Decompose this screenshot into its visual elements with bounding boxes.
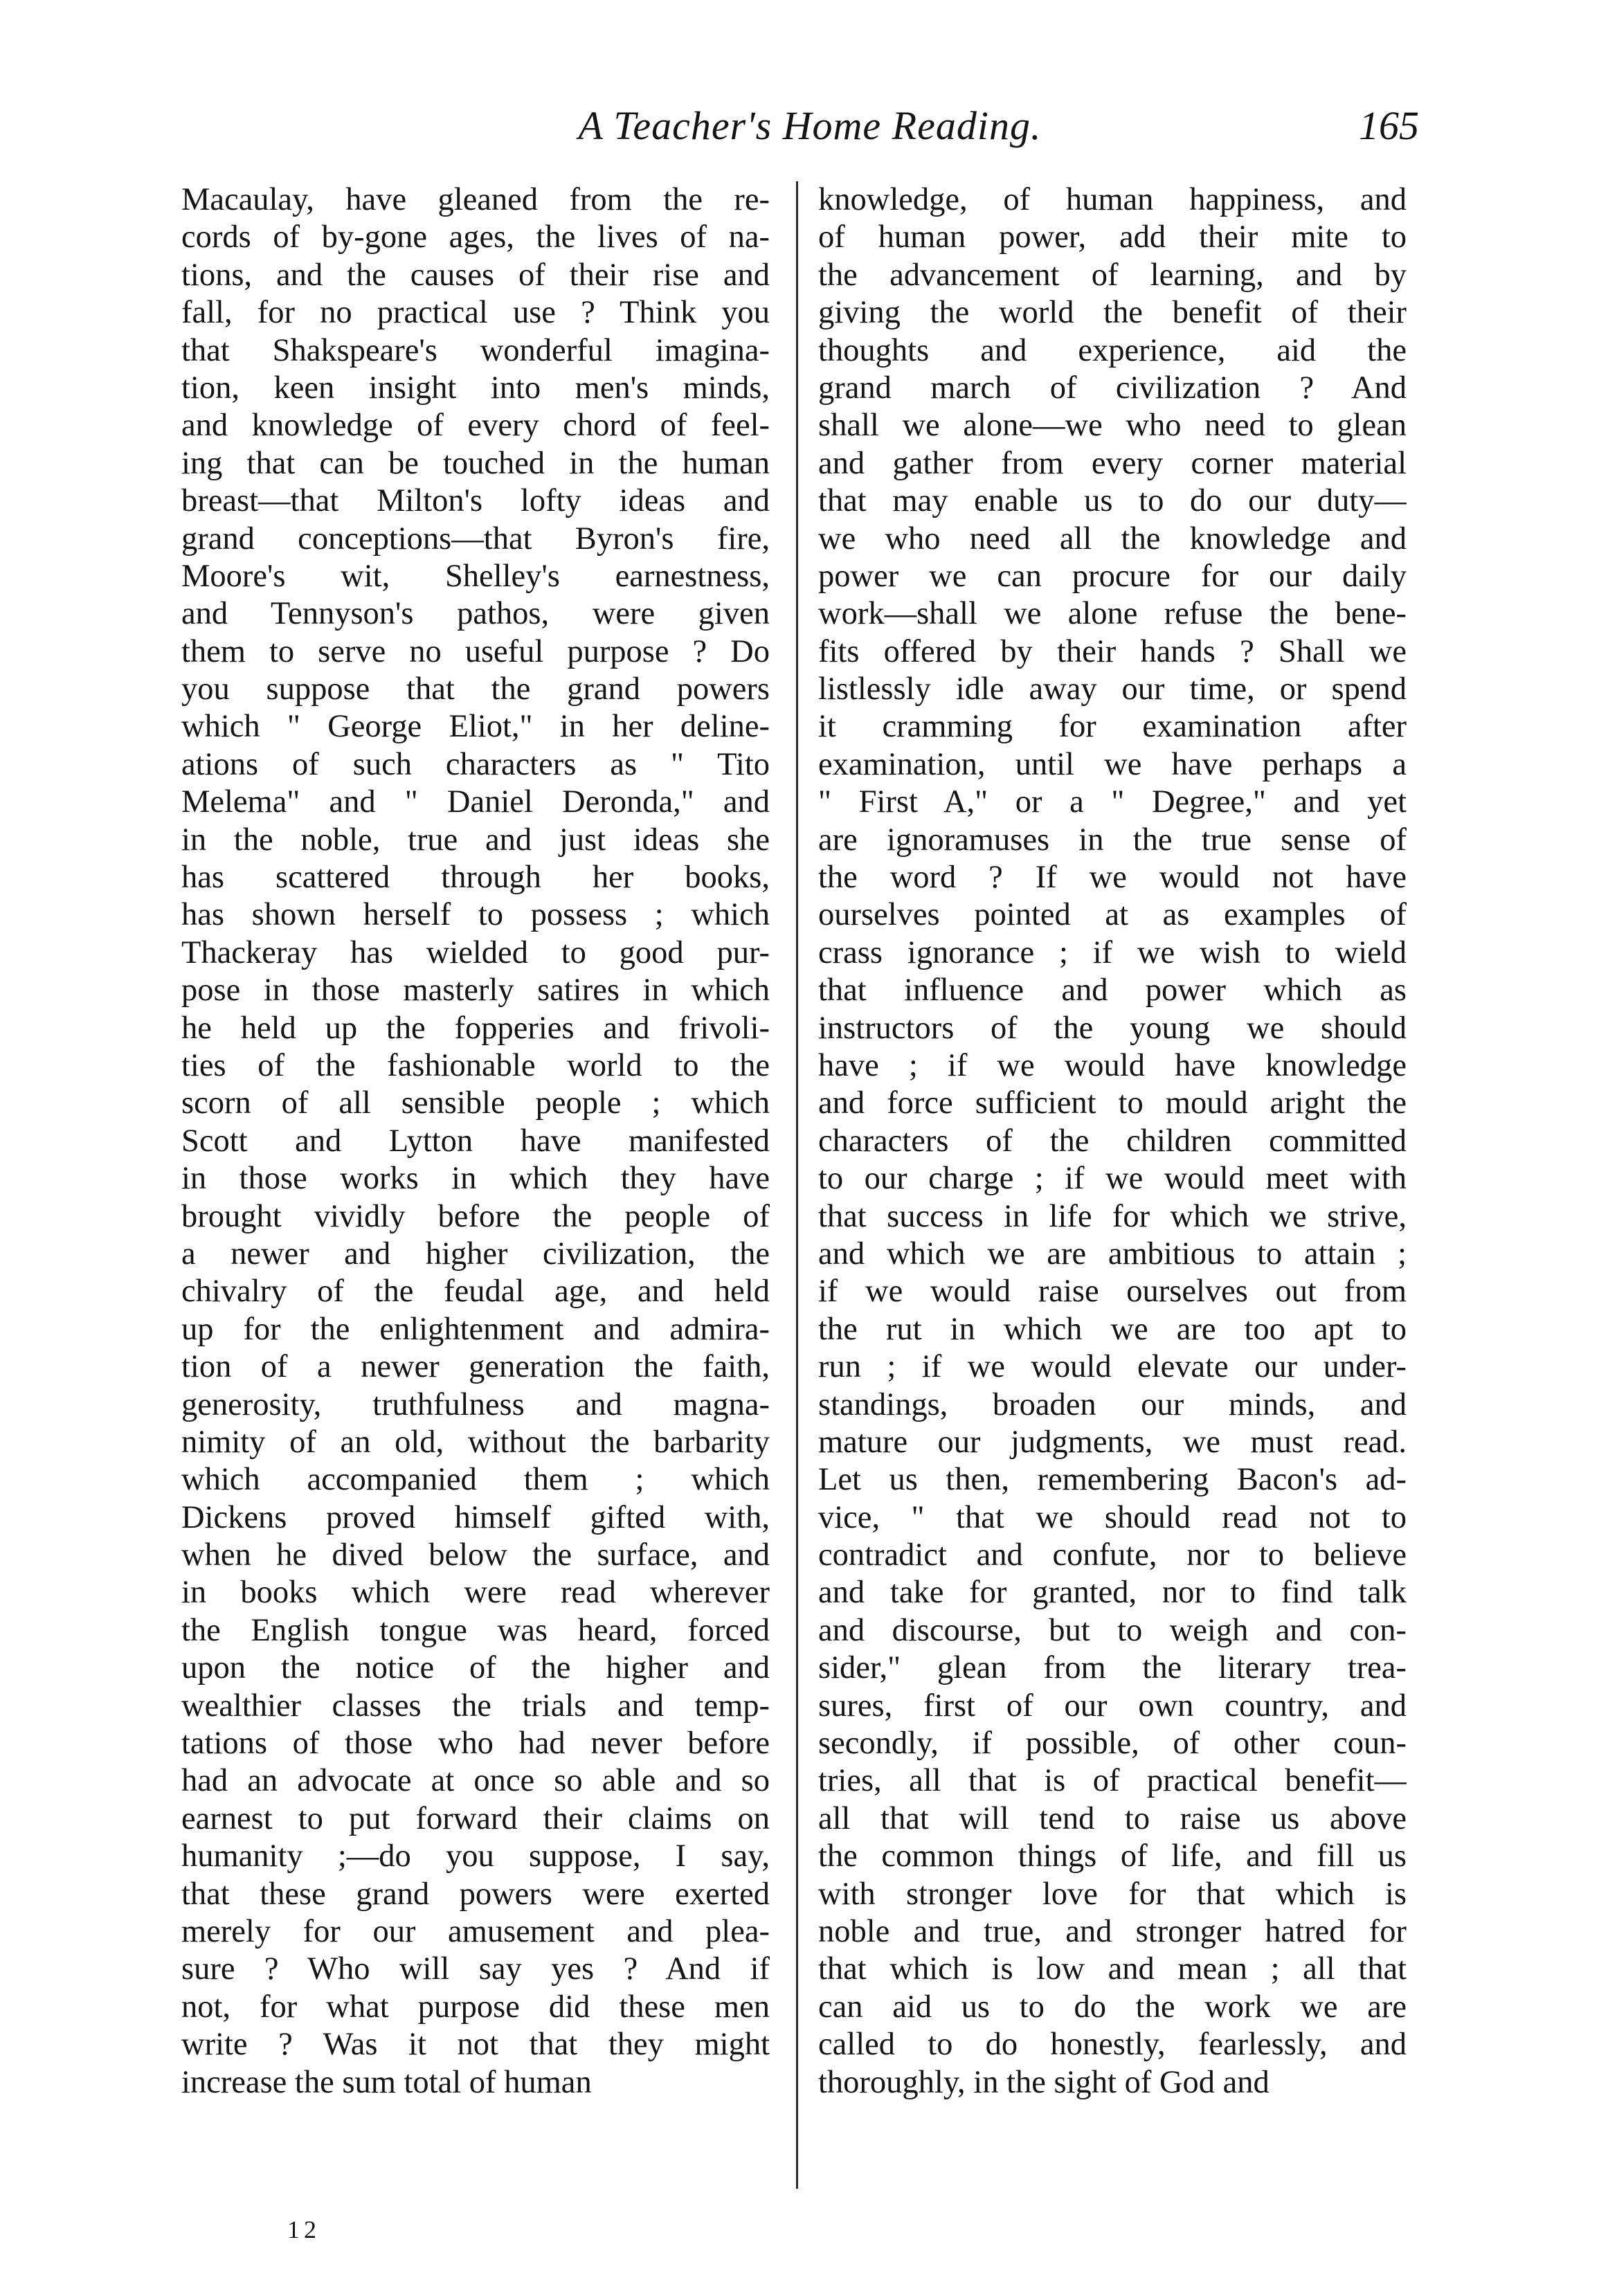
text-line: can aid us to do the work we are (818, 1989, 1407, 2025)
text-line: which " George Eliot," in her deline- (181, 709, 770, 745)
text-line: contradict and confute, nor to believe (818, 1537, 1407, 1573)
text-line: and discourse, but to weigh and con- (818, 1612, 1407, 1648)
text-line: tion of a newer generation the faith, (181, 1349, 770, 1385)
text-line: earnest to put forward their claims on (181, 1800, 770, 1836)
text-line: merely for our amusement and plea- (181, 1913, 770, 1949)
text-line: write ? Was it not that they might (181, 2027, 770, 2063)
text-line: listlessly idle away our time, or spend (818, 671, 1407, 707)
text-line: increase the sum total of human (181, 2064, 592, 2100)
text-line: you suppose that the grand powers (181, 671, 770, 707)
text-line: pose in those masterly satires in which (181, 973, 770, 1009)
text-line: Let us then, remembering Bacon's ad- (818, 1462, 1407, 1498)
text-line: Moore's wit, Shelley's earnestness, (181, 558, 770, 594)
text-line: we who need all the knowledge and (818, 521, 1407, 557)
text-line: the advancement of learning, and by (818, 257, 1407, 293)
text-line: vice, " that we should read not to (818, 1499, 1407, 1535)
text-line: generosity, truthfulness and magna- (181, 1386, 770, 1422)
text-line: scorn of all sensible people ; which (181, 1085, 770, 1121)
text-line: with stronger love for that which is (818, 1876, 1407, 1912)
text-line: the common things of life, and fill us (818, 1838, 1407, 1874)
text-line: mature our judgments, we must read. (818, 1424, 1407, 1460)
text-line: a newer and higher civilization, the (181, 1236, 770, 1272)
text-line: and knowledge of every chord of feel- (181, 408, 770, 444)
text-line: characters of the children committed (818, 1123, 1407, 1159)
text-line: upon the notice of the higher and (181, 1650, 770, 1686)
text-line: grand march of civilization ? And (818, 370, 1407, 406)
text-line: tion, keen insight into men's minds, (181, 370, 770, 406)
text-line: fall, for no practical use ? Think you (181, 295, 770, 331)
text-line: tions, and the causes of their rise and (181, 257, 770, 293)
text-line: had an advocate at once so able and so (181, 1763, 770, 1799)
column-divider (796, 181, 798, 2189)
text-line: nimity of an old, without the barbarity (181, 1424, 770, 1460)
left-text-column (181, 181, 770, 2101)
text-line: ations of such characters as " Tito (181, 746, 770, 782)
text-line: not, for what purpose did these men (181, 1989, 770, 2025)
running-title: A Teacher's Home Reading. (578, 103, 1042, 148)
text-line: when he dived below the surface, and (181, 1537, 770, 1573)
text-line: tries, all that is of practical benefit— (818, 1763, 1407, 1799)
text-line: in books which were read wherever (181, 1575, 770, 1611)
text-line: if we would raise ourselves out from (818, 1274, 1407, 1310)
text-line: which accompanied them ; which (181, 1462, 770, 1498)
text-line: ties of the fashionable world to the (181, 1047, 770, 1083)
text-line: to our charge ; if we would meet with (818, 1161, 1407, 1197)
text-line: it cramming for examination after (818, 709, 1407, 745)
text-line: that may enable us to do our duty— (818, 483, 1407, 519)
text-line: has shown herself to possess ; which (181, 897, 770, 933)
text-line: secondly, if possible, of other coun- (818, 1726, 1407, 1762)
text-line: noble and true, and stronger hatred for (818, 1913, 1407, 1949)
text-line: the word ? If we would not have (818, 860, 1407, 896)
text-line: chivalry of the feudal age, and held (181, 1274, 770, 1310)
text-line: grand conceptions—that Byron's fire, (181, 521, 770, 557)
text-line: that influence and power which as (818, 973, 1407, 1009)
text-line: have ; if we would have knowledge (818, 1047, 1407, 1083)
text-line: standings, broaden our minds, and (818, 1386, 1407, 1422)
text-line: examination, until we have perhaps a (818, 746, 1407, 782)
text-line: wealthier classes the trials and temp- (181, 1688, 770, 1724)
text-line: and take for granted, nor to find talk (818, 1575, 1407, 1611)
text-line: ourselves pointed at as examples of (818, 897, 1407, 933)
text-line: Macaulay, have gleaned from the re- (181, 182, 770, 217)
text-line: fits offered by their hands ? Shall we (818, 633, 1407, 669)
text-line: up for the enlightenment and admira- (181, 1311, 770, 1347)
text-line: all that will tend to raise us above (818, 1800, 1407, 1836)
text-line: in the noble, true and just ideas she (181, 822, 770, 858)
text-line: of human power, add their mite to (818, 219, 1407, 255)
text-line: giving the world the benefit of their (818, 295, 1407, 331)
text-line: knowledge, of human happiness, and (818, 182, 1407, 217)
text-line: " First A," or a " Degree," and yet (818, 784, 1407, 820)
text-line: cords of by-gone ages, the lives of na- (181, 219, 770, 255)
text-line: shall we alone—we who need to glean (818, 408, 1407, 444)
text-line: and force sufficient to mould aright the (818, 1085, 1407, 1121)
text-line: sider," glean from the literary trea- (818, 1650, 1407, 1686)
text-line: and which we are ambitious to attain ; (818, 1236, 1407, 1272)
text-line: the rut in which we are too apt to (818, 1311, 1407, 1347)
text-line: called to do honestly, fearlessly, and (818, 2027, 1407, 2063)
text-line: sure ? Who will say yes ? And if (181, 1951, 770, 1987)
text-line: instructors of the young we should (818, 1010, 1407, 1046)
text-line: brought vividly before the people of (181, 1198, 770, 1234)
text-line: crass ignorance ; if we wish to wield (818, 934, 1407, 970)
text-line: Melema" and " Daniel Deronda," and (181, 784, 770, 820)
text-line: run ; if we would elevate our under- (818, 1349, 1407, 1385)
text-line: sures, first of our own country, and (818, 1688, 1407, 1724)
text-line: that these grand powers were exerted (181, 1876, 770, 1912)
text-line: that Shakspeare's wonderful imagina- (181, 332, 770, 368)
text-line: and gather from every corner material (818, 445, 1407, 481)
text-line: Dickens proved himself gifted with, (181, 1499, 770, 1535)
text-line: are ignoramuses in the true sense of (818, 822, 1407, 858)
page-number: 165 (1359, 103, 1419, 148)
text-line: that success in life for which we strive, (818, 1198, 1407, 1234)
text-line: ing that can be touched in the human (181, 445, 770, 481)
text-line: has scattered through her books, (181, 860, 770, 896)
text-line: thoughts and experience, aid the (818, 332, 1407, 368)
text-line: tations of those who had never before (181, 1726, 770, 1762)
text-line: thoroughly, in the sight of God and (818, 2064, 1270, 2100)
signature-mark: 12 (287, 2216, 320, 2243)
text-line: work—shall we alone refuse the bene- (818, 596, 1407, 632)
text-line: that which is low and mean ; all that (818, 1951, 1407, 1987)
right-text-column (818, 181, 1407, 2101)
text-line: in those works in which they have (181, 1161, 770, 1197)
text-line: humanity ;—do you suppose, I say, (181, 1838, 770, 1874)
text-line: the English tongue was heard, forced (181, 1612, 770, 1648)
text-line: Thackeray has wielded to good pur- (181, 934, 770, 970)
text-line: them to serve no useful purpose ? Do (181, 633, 770, 669)
text-line: power we can procure for our daily (818, 558, 1407, 594)
text-line: he held up the fopperies and frivoli- (181, 1010, 770, 1046)
text-line: Scott and Lytton have manifested (181, 1123, 770, 1159)
text-line: and Tennyson's pathos, were given (181, 596, 770, 632)
text-line: breast—that Milton's lofty ideas and (181, 483, 770, 519)
